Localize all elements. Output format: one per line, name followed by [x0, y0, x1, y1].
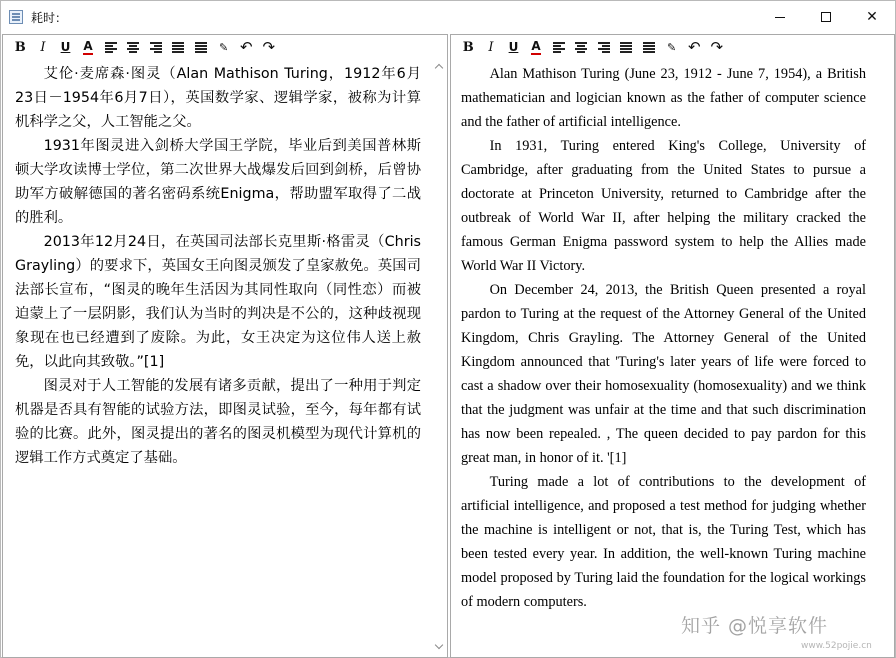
justify-icon [620, 42, 632, 52]
list-button[interactable] [638, 37, 661, 57]
zh-paragraph-3: 2013年12月24日，在英国司法部长克里斯·格雷灵（Chris Grayling）的要求下，英国女王向图灵颁发了皇家赦免。英国司法部长宣布，“图灵的晚年生活因为其同性取向（同性恋）而被迫蒙上了一层阴影，我们认为当时的判决是不公的，这种歧视现象现在也已经遭到了废除。为此，女王决定为这位伟人送上赦免，以此向其致敬。”[1] [15, 234, 421, 370]
app-icon [9, 10, 23, 24]
font-color-button[interactable] [525, 37, 548, 57]
chevron-down-icon [435, 641, 443, 649]
format-brush-button[interactable] [212, 37, 235, 57]
en-paragraph-2: In 1931, Turing entered King's College, University of Cambridge, after graduating from the United States to pursue a doctorate at Princeton University, returned to Cambridge after the outbreak of World War II, after helping the military cracked the famous German Enigma password system to help the Allies made World War II Victory. [461, 138, 866, 274]
align-center-button[interactable] [570, 37, 593, 57]
window-title: 耗时： [31, 11, 68, 25]
align-center-icon [127, 42, 139, 52]
minimize-button[interactable] [757, 1, 803, 33]
scroll-down-button[interactable] [435, 642, 444, 654]
chevron-up-icon [435, 64, 443, 72]
bold-button[interactable]: B [462, 39, 474, 55]
align-left-icon [553, 42, 565, 52]
align-right-button[interactable] [593, 37, 616, 57]
align-right-icon [598, 42, 610, 52]
title-bar[interactable] [1, 1, 895, 33]
undo-button[interactable]: ↶ [687, 38, 701, 56]
underline-button[interactable]: U [60, 40, 71, 54]
zh-paragraph-2: 1931年图灵进入剑桥大学国王学院，毕业后到美国普林斯顿大学攻读博士学位，第二次世界大战爆发后回到剑桥，后曾协助军方破解德国的著名密码系统Enigma，帮助盟军取得了二战的胜利。 [15, 138, 421, 226]
right-text-area[interactable] [451, 59, 894, 657]
maximize-icon [821, 12, 831, 22]
italic-button[interactable]: I [40, 39, 46, 55]
redo-button[interactable]: ↷ [710, 38, 724, 56]
en-paragraph-4: Turing made a lot of contributions to the development of artificial intelligence, and proposed a test method for judging whether the machine is intelligent or not, that is, the Turing Test, which has been tested every year. In addition, the well-known Turing machine model proposed by Turing laid the foundation for the logical workings of modern computers. [461, 474, 866, 610]
align-right-button[interactable] [145, 37, 168, 57]
list-icon [195, 42, 207, 52]
align-center-icon [575, 42, 587, 52]
right-toolbar [451, 35, 894, 59]
zh-paragraph-4: 图灵对于人工智能的发展有诸多贡献，提出了一种用于判定机器是否具有智能的试验方法，即图灵试验，至今，每年都有试验的比赛。此外，图灵提出的著名的图灵机模型为现代计算机的逻辑工作方式奠定了基础。 [15, 378, 421, 466]
close-icon: ✕ [866, 9, 878, 25]
align-left-icon [105, 42, 117, 52]
en-paragraph-1: Alan Mathison Turing (June 23, 1912 - June 7, 1954), a British mathematician and logician known as the father of computer science and the father of artificial intelligence. [461, 66, 866, 130]
en-paragraph-3: On December 24, 2013, the British Queen presented a royal pardon to Turing at the request of the Attorney General of the United Kingdom, Chris Grayling. The Attorney General of the United Kingdom announced that 'Turing's later years of life were forced to cast a shadow over their homosexuality (homosexuality) and we think that the judgment was unfair at the time and that such discrimination has now been repealed. , The queen decided to pay pardon for this great man, in honor of it. '[1] [461, 282, 866, 466]
left-scrollbar[interactable] [432, 59, 447, 657]
font-color-icon: A [83, 38, 93, 53]
font-color-button[interactable] [77, 37, 100, 57]
align-center-button[interactable] [122, 37, 145, 57]
justify-icon [172, 42, 184, 52]
align-left-button[interactable] [99, 37, 122, 57]
align-right-icon [150, 42, 162, 52]
justify-button[interactable] [167, 37, 190, 57]
maximize-button[interactable] [803, 1, 849, 33]
undo-button[interactable]: ↶ [239, 38, 253, 56]
format-brush-button[interactable] [660, 37, 683, 57]
brush-icon: ✎ [219, 40, 229, 54]
minimize-icon [775, 17, 785, 18]
bold-button[interactable]: B [14, 39, 26, 55]
watermark: 知乎 @悦享软件 [681, 615, 829, 637]
italic-button[interactable]: I [488, 39, 494, 55]
left-editor-pane [2, 34, 448, 658]
left-toolbar [3, 35, 447, 59]
brush-icon: ✎ [667, 40, 677, 54]
right-editor-pane [450, 34, 895, 658]
watermark-url: www.52pojie.cn [801, 641, 872, 651]
zh-paragraph-1: 艾伦·麦席森·图灵（Alan Mathison Turing，1912年6月23日－1954年6月7日），英国数学家、逻辑学家，被称为计算机科学之父，人工智能之父。 [15, 66, 421, 130]
justify-button[interactable] [615, 37, 638, 57]
close-button[interactable] [849, 1, 895, 33]
left-text-area[interactable] [3, 59, 447, 657]
list-button[interactable] [190, 37, 213, 57]
underline-button[interactable]: U [508, 40, 519, 54]
scroll-up-button[interactable] [435, 62, 444, 74]
redo-button[interactable]: ↷ [262, 38, 276, 56]
font-color-icon: A [531, 38, 541, 53]
list-icon [643, 42, 655, 52]
chinese-text [15, 62, 421, 470]
align-left-button[interactable] [547, 37, 570, 57]
english-text [461, 62, 866, 614]
